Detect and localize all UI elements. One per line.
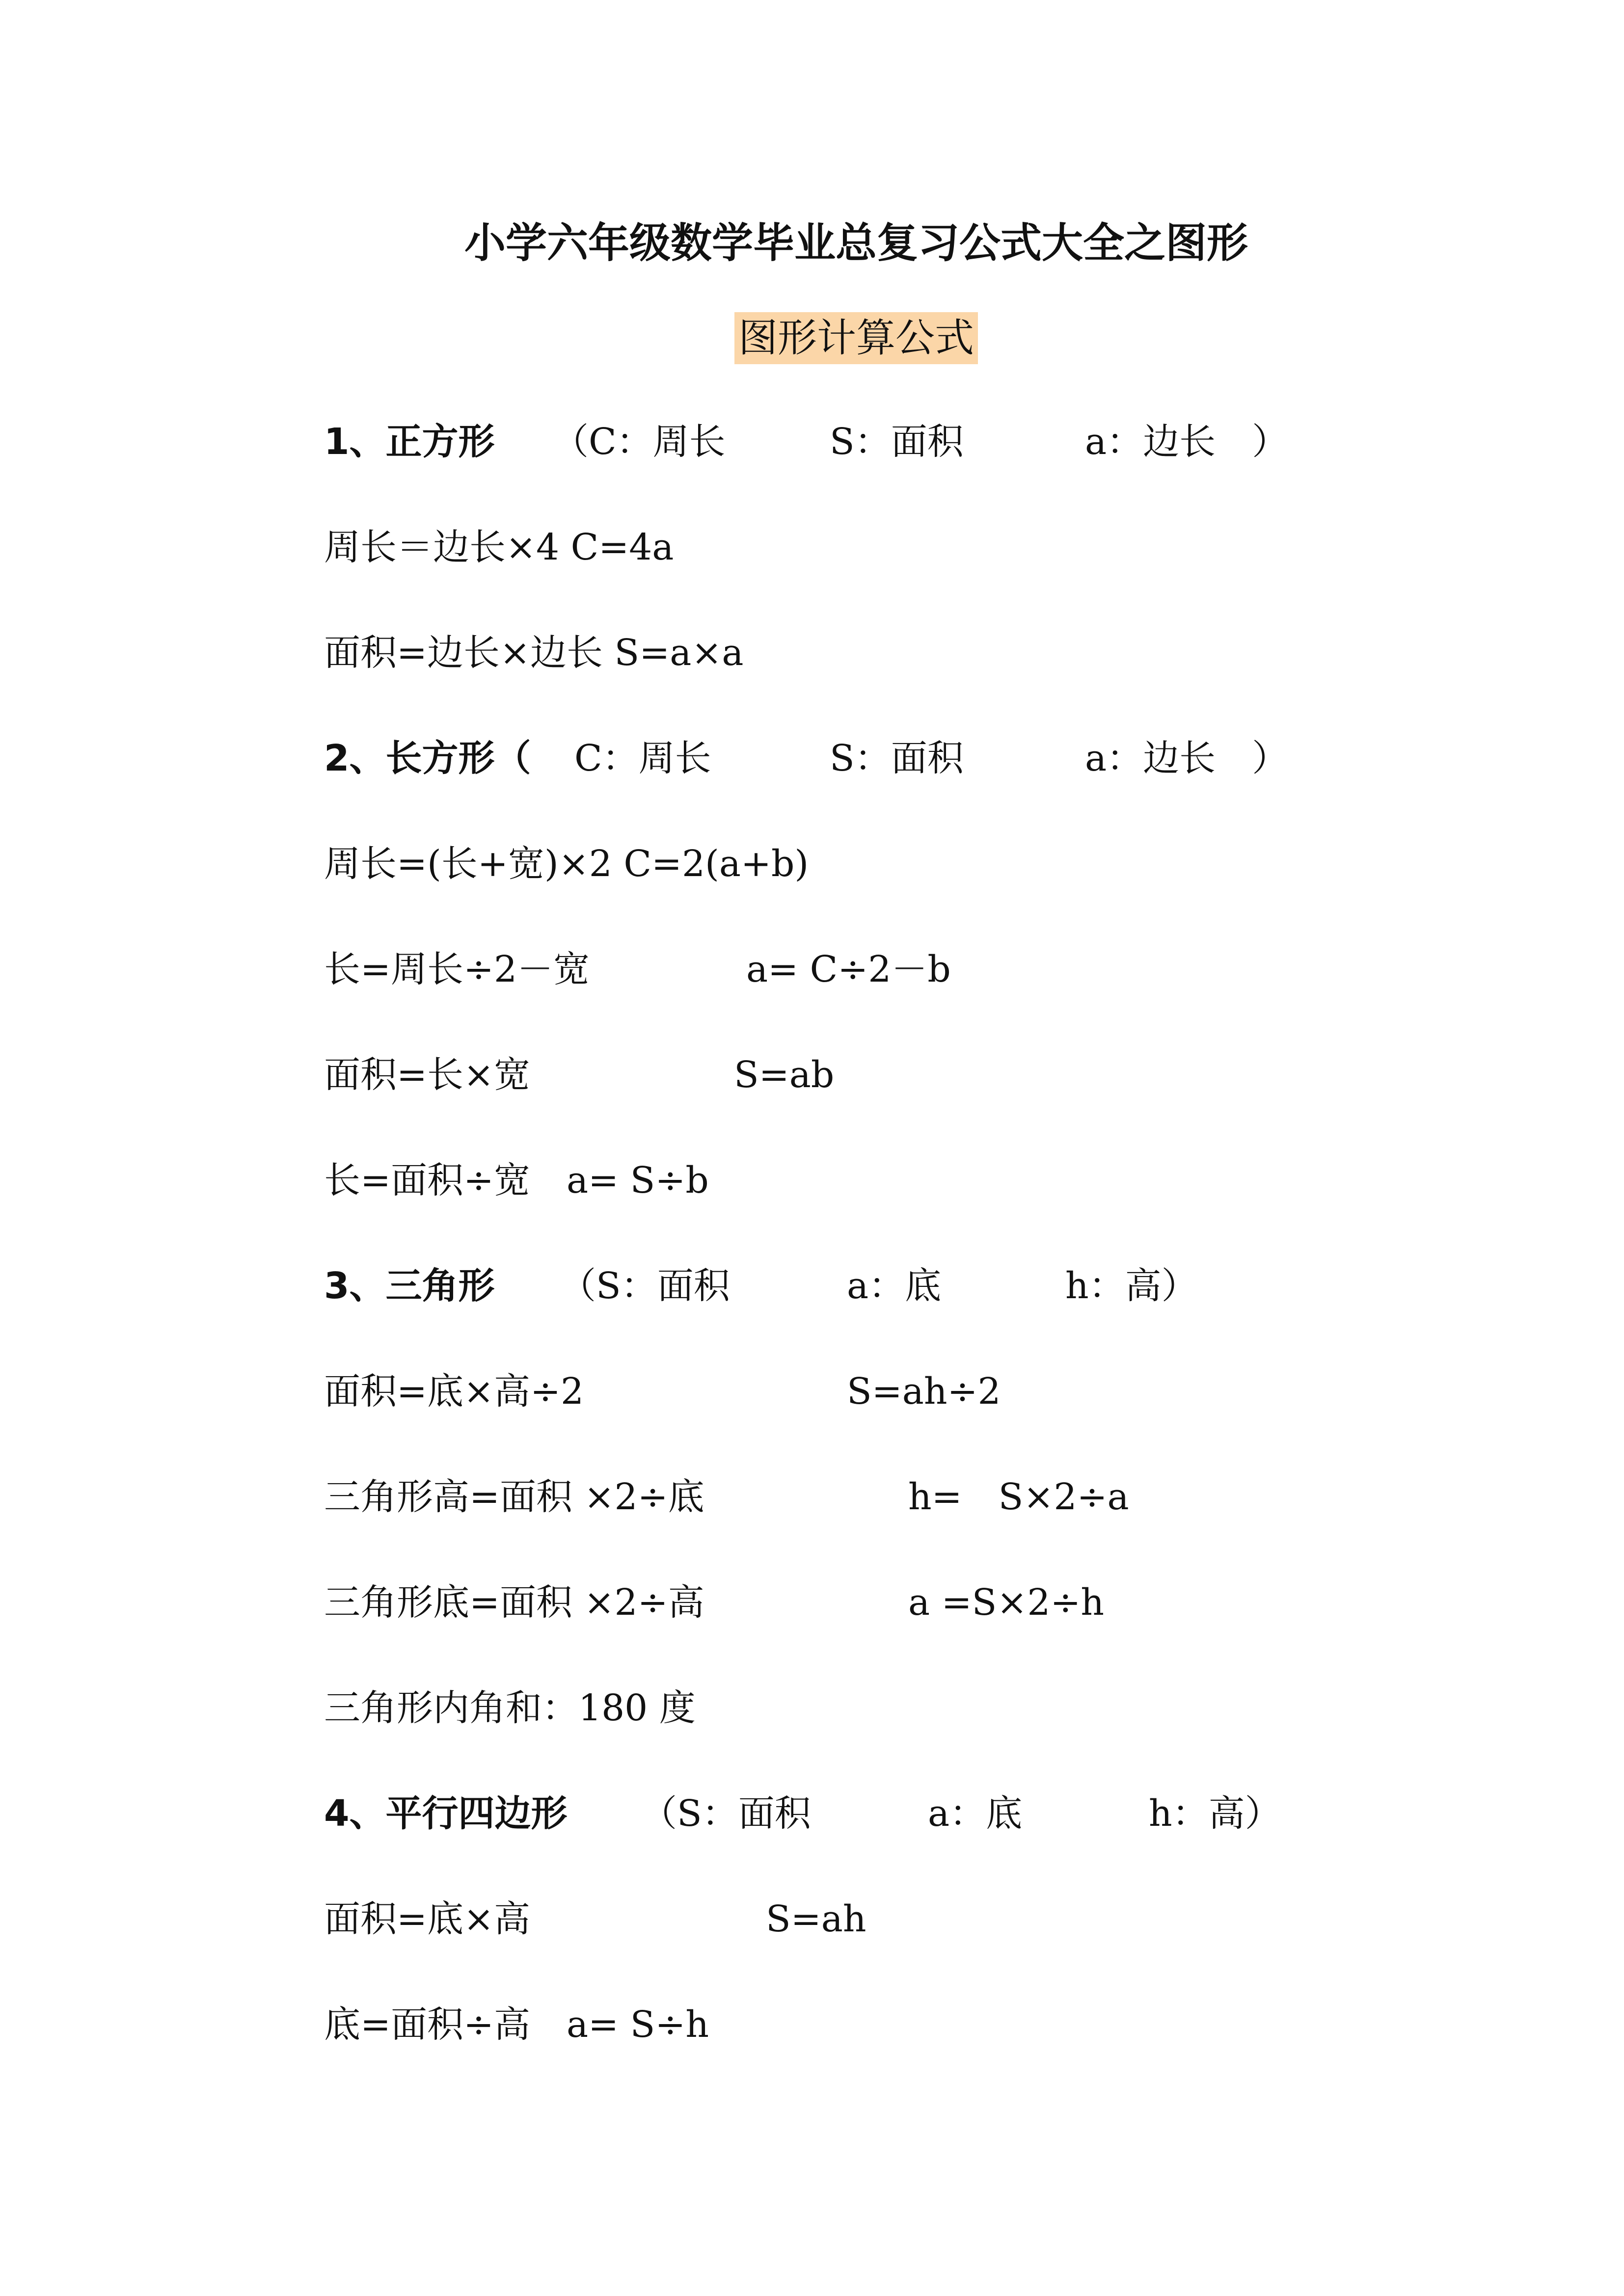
formula-words: 三角形底=面积 ×2÷高 bbox=[324, 1581, 704, 1624]
formula-symbols: S=ah÷2 bbox=[847, 1370, 1001, 1413]
formula-words: 面积=长×宽 bbox=[324, 1054, 531, 1096]
page-title: 小学六年级数学毕业总复习公式大全之图形 bbox=[464, 219, 1248, 267]
square-legend-area: S：面积 bbox=[830, 421, 964, 463]
formula-words: 面积=底×高 bbox=[324, 1898, 531, 1940]
rectangle-legend-side: a：边长 ） bbox=[1085, 737, 1289, 779]
triangle-legend-base: a：底 bbox=[847, 1265, 942, 1307]
square-legend-side: a：边长 ） bbox=[1085, 421, 1289, 463]
formula-symbols: h= S×2÷a bbox=[908, 1476, 1129, 1518]
subtitle-wrapper bbox=[0, 312, 1624, 364]
formula-text: 周长＝边长×4 C=4a bbox=[324, 526, 674, 568]
rectangle-legend-area: S：面积 bbox=[830, 737, 964, 779]
parallelogram-legend-area: （S：面积 bbox=[641, 1792, 811, 1835]
square-heading: 1、正方形 bbox=[324, 421, 495, 463]
formula-words: 三角形高=面积 ×2÷底 bbox=[324, 1476, 704, 1518]
rectangle-legend-perimeter: C：周长 bbox=[574, 737, 711, 779]
formula-words: 面积=底×高÷2 bbox=[324, 1370, 584, 1413]
triangle-legend-area: （S：面积 bbox=[560, 1265, 730, 1307]
formula-symbols: S=ah bbox=[766, 1898, 866, 1940]
formula-text: 面积=边长×边长 S=a×a bbox=[324, 632, 744, 674]
formula-text: 长=面积÷宽 a= S÷b bbox=[324, 1159, 709, 1201]
formula-text: 底=面积÷高 a= S÷h bbox=[324, 2003, 709, 2046]
triangle-legend-height: h：高） bbox=[1065, 1265, 1198, 1307]
rectangle-heading: 2、长方形（ bbox=[324, 737, 531, 779]
formula-symbols: a =S×2÷h bbox=[908, 1581, 1105, 1624]
formula-symbols: a= C÷2－b bbox=[746, 948, 951, 990]
triangle-heading: 3、三角形 bbox=[324, 1265, 495, 1307]
parallelogram-legend-base: a：底 bbox=[928, 1792, 1023, 1835]
formula-text: 周长=(长+宽)×2 C=2(a+b) bbox=[324, 843, 809, 885]
formula-symbols: S=ab bbox=[734, 1054, 835, 1096]
parallelogram-heading: 4、平行四边形 bbox=[324, 1792, 568, 1835]
square-legend-perimeter: （C：周长 bbox=[552, 421, 726, 463]
formula-text: 三角形内角和：180 度 bbox=[324, 1687, 696, 1729]
formula-words: 长=周长÷2－宽 bbox=[324, 948, 590, 990]
section-subtitle: 图形计算公式 bbox=[734, 312, 978, 364]
parallelogram-legend-height: h：高） bbox=[1149, 1792, 1281, 1835]
